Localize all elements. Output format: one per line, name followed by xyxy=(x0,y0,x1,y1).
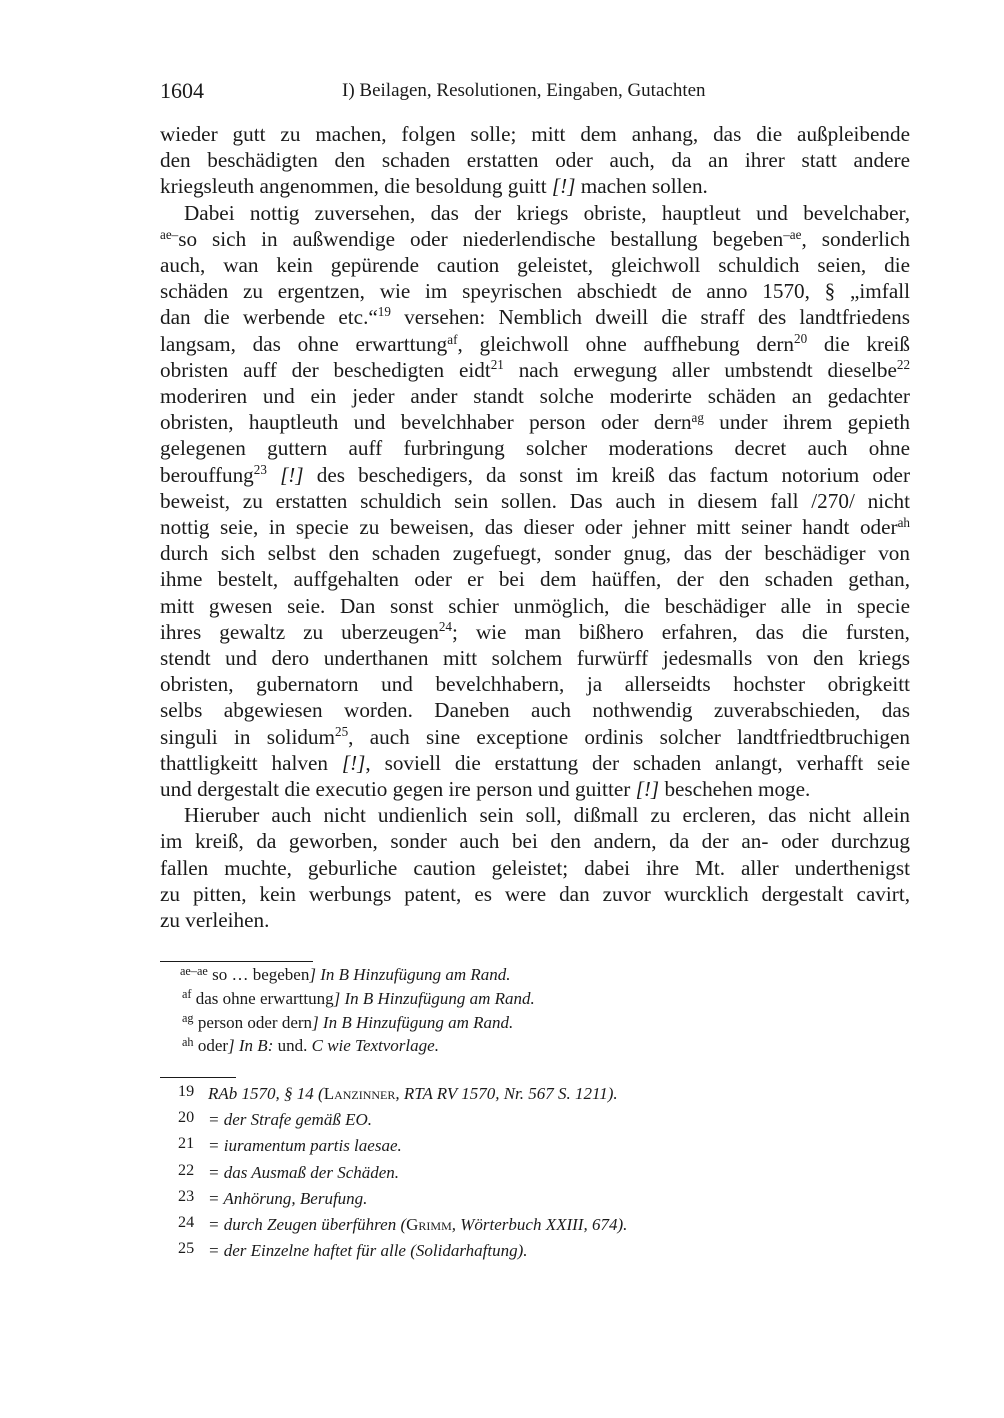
editorial-mark: [!] xyxy=(551,174,576,199)
footnote-19: 19 RAb 1570, § 14 (Lanzinner, RTA RV 1570, Nr. 567 S. 1211). xyxy=(178,1083,618,1103)
text-line: schäden zu ergentzen, wie im speyrischen abschiedt de anno 1570, § „imfall xyxy=(160,279,910,304)
footnote-ref[interactable]: 19 xyxy=(377,304,391,320)
footnote-divider xyxy=(160,1077,236,1078)
main-text xyxy=(160,121,910,933)
crit-mark: ah xyxy=(897,514,910,530)
text-line: zu pitten, kein werbungs patent, es were dan zuvor wurcklich dergestalt cavirt, xyxy=(160,881,910,906)
text-line: obristen, hauptleuth und bevelchhaber person oder dern$^{ag}$ under ihrem gepieth xyxy=(160,410,910,435)
apparatus-entry: ae–ae so … begeben] In B Hinzufügung am Rand. xyxy=(180,963,511,984)
crit-mark: ag xyxy=(691,410,704,426)
footnote-25: 25 = der Einzelne haftet für alle (Solidarhaftung). xyxy=(178,1240,528,1261)
text-line: langsam, das ohne erwarttung$^{af}$, gleichwoll ohne auffhebung dern$^{20}$ die kreiß xyxy=(160,330,910,356)
footnote-ref[interactable]: 22 xyxy=(896,356,910,372)
text-line: obristen auff der beschedigten eidt$^{21}$ nach erwegung aller umbstendt dieselbe$^{22}$ xyxy=(160,356,910,382)
text-line: zu verleihen. xyxy=(160,908,270,933)
footnote-22: 22 = das Ausmaß der Schäden. xyxy=(178,1161,400,1182)
footnote-20: 20 = der Strafe gemäß EO. xyxy=(178,1109,372,1130)
text-line: nottig seie, in specie zu beweisen, das dieser oder jehner mitt seiner handt oder$^{ah}$ xyxy=(160,514,910,540)
crit-mark: af xyxy=(447,331,458,347)
apparatus-entry: ah oder] In B: und. C wie Textvorlage. xyxy=(182,1034,439,1056)
footnote-ref[interactable]: 23 xyxy=(253,461,267,477)
footnote-ref[interactable]: 25 xyxy=(335,723,349,739)
text-line: den beschädigten den schaden erstatten oder auch, da an ihrer statt andere xyxy=(160,148,910,173)
text-line: singuli in solidum$^{25}$, auch sine exceptione ordinis solcher landtfriedtbruchigen xyxy=(160,723,910,749)
footnote-ref[interactable]: 20 xyxy=(794,330,808,346)
text-line: obristen, gubernatorn und bevelchhabern, ja allerseidts hochster obrigkeitt xyxy=(160,672,910,697)
page-header xyxy=(160,78,910,108)
text-line: kriegsleuth angenommen, die besoldung guitt [!] machen sollen. xyxy=(160,174,708,199)
editorial-mark: [!] xyxy=(341,750,366,775)
text-line: dan die werbende etc.“$^{19}$ versehen: Nemblich dweill die straff des landtfriedens xyxy=(160,304,910,330)
apparatus-entry: af das ohne erwarttung] In B Hinzufügung am Rand. xyxy=(182,987,535,1008)
text-line: und dergestalt die executio gegen ire person und guitter [!] beschehen moge. xyxy=(160,777,811,802)
text-line: auch, wan kein gepürende caution geleistet, gleichwoll schuldich seien, die xyxy=(160,253,910,278)
text-line: moderiren und ein jeder ander standt solche moderirte schäden an gedachter xyxy=(160,384,910,409)
text-line: durch sich selbst den schaden zugefuegt, sonder gnug, das der beschädiger von xyxy=(160,541,910,566)
text-line: ihme bestelt, auffgehalten oder er bei dem haüffen, der den schaden gethan, xyxy=(160,567,910,592)
text-line: beweist, zu erstatten schuldich sein sollen. Das auch in diesem fall /270/ nicht xyxy=(160,488,910,513)
footnote-ref[interactable]: 21 xyxy=(490,356,504,372)
footnotes xyxy=(160,1080,910,1263)
footnote-21: 21 = iuramentum partis laesae. xyxy=(178,1135,402,1156)
text-line: gelegenen guttern auff furbringung solcher moderations decret auch ohne xyxy=(160,436,910,461)
running-head: I) Beilagen, Resolutionen, Eingaben, Gutachten xyxy=(342,80,706,101)
editorial-mark: [!] xyxy=(280,462,304,487)
text-line: $^{ae-}$so sich in außwendige oder niederlendische bestallung begeben$^{-ae}$, sonderlich xyxy=(160,226,910,251)
apparatus-entry: ag person oder dern] In B Hinzufügung am Rand. xyxy=(182,1011,514,1032)
footnote-ref[interactable]: 24 xyxy=(438,618,452,634)
footnote-24: 24 = durch Zeugen überführen (Grimm, Wörterbuch XXIII, 674). xyxy=(178,1214,628,1234)
crit-mark: ae– xyxy=(160,226,179,242)
footnote-23: 23 = Anhörung, Berufung. xyxy=(178,1187,368,1208)
text-line: berouffung$^{23}$ [!] des beschedigers, da sonst im kreiß das factum notorium oder xyxy=(160,461,911,487)
page-number: 1604 xyxy=(160,78,204,103)
text-line: ihres gewaltz zu uberzeugen$^{24}$; wie man bißhero erfahren, das die fursten, xyxy=(160,618,910,644)
apparatus-divider xyxy=(160,961,313,962)
text-line: im kreiß, da geworben, sonder auch bei den andern, da der an- oder durchzug xyxy=(160,829,910,854)
text-line: selbs abgewiesen worden. Daneben auch nothwendig zuverabschieden, das xyxy=(160,698,910,723)
text-line: wieder gutt zu machen, folgen solle; mitt dem anhang, das die außpleibende xyxy=(160,122,910,146)
text-line: mitt gwesen seie. Dan sonst schier unmöglich, die beschädiger alle in specie xyxy=(160,593,910,618)
text-line: thattligkeitt halven [!], soviell die erstattung der schaden anlangt, verhafft seie xyxy=(160,750,910,775)
text-line: Dabei nottig zuversehen, das der kriegs obriste, hauptleut und bevelchaber, xyxy=(184,200,910,225)
editorial-mark: [!] xyxy=(635,777,660,802)
text-line: Hieruber auch nicht undienlich sein soll, dißmall zu ercleren, das nicht allein xyxy=(184,803,910,828)
crit-mark: –ae xyxy=(783,226,802,242)
critical-apparatus xyxy=(160,963,910,1058)
text-line: stendt und dero underthanen mitt solchem furwürff jedesmalls von den kriegs xyxy=(160,646,910,671)
text-line: fallen muchte, geburliche caution geleistet; dabei ihre Mt. aller underthenigst xyxy=(160,855,910,880)
